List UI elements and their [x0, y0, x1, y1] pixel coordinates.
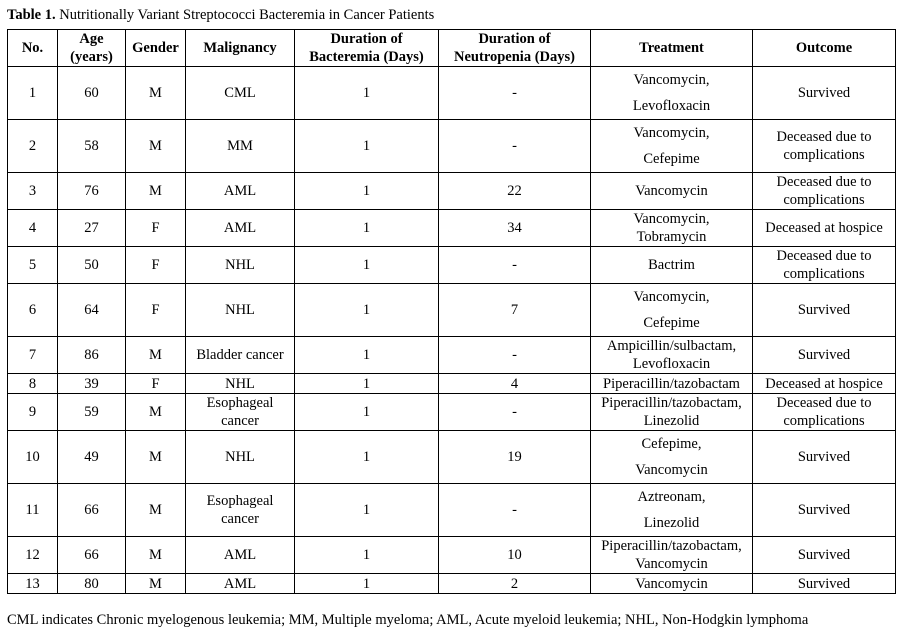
cell-malignancy [186, 374, 295, 394]
cell-outcome [753, 210, 896, 247]
cell-duration-neutropenia [439, 537, 591, 574]
cell-outcome [753, 484, 896, 537]
cell-malignancy [186, 173, 295, 210]
cell-duration-neutropenia-value: 34 [507, 220, 522, 236]
cell-gender [126, 120, 186, 173]
cell-no-value: 6 [28, 302, 37, 318]
cell-outcome [753, 284, 896, 337]
cell-treatment-line: Vancomycin, [633, 211, 710, 227]
cell-duration-neutropenia [439, 394, 591, 431]
cell-treatment-line: Linezolid [643, 413, 700, 429]
cell-gender [126, 173, 186, 210]
cell-outcome-line: Survived [797, 547, 851, 563]
header-duration-bacteremia: Duration of Bacteremia (Days) [295, 30, 439, 67]
cell-no [8, 173, 58, 210]
cell-outcome-line: Deceased due to [776, 129, 872, 145]
cell-treatment [591, 537, 753, 574]
cell-treatment-line: Levofloxacin [632, 356, 711, 372]
cell-outcome-line: complications [783, 147, 865, 163]
cell-treatment [591, 247, 753, 284]
cell-no [8, 484, 58, 537]
header-row [8, 30, 896, 67]
cell-treatment [591, 431, 753, 484]
cell-treatment-line: Linezolid [643, 515, 700, 531]
cell-no [8, 337, 58, 374]
cell-gender [126, 337, 186, 374]
cell-gender-value: M [149, 404, 162, 420]
cell-gender-value: M [149, 138, 162, 154]
cell-no-value: 5 [28, 257, 37, 273]
cell-duration-bacteremia-value: 1 [362, 375, 371, 392]
cell-malignancy [186, 210, 295, 247]
cell-duration-bacteremia [295, 67, 439, 120]
cell-duration-neutropenia-value: 4 [510, 375, 519, 392]
cell-treatment [591, 574, 753, 594]
cell-outcome-line: Survived [797, 502, 851, 518]
cell-duration-bacteremia [295, 173, 439, 210]
cell-age-value: 64 [84, 302, 99, 318]
cell-treatment-line: Piperacillin/tazobactam, [601, 395, 742, 411]
header-malignancy: Malignancy [186, 30, 295, 67]
cell-age-value: 27 [84, 220, 99, 236]
cell-outcome-line: complications [783, 413, 865, 429]
cell-malignancy-line: AML [223, 547, 257, 563]
cell-duration-neutropenia-value: 22 [507, 183, 522, 199]
cell-duration-bacteremia-value: 1 [362, 575, 371, 592]
bacteremia-table [7, 29, 896, 594]
cell-outcome [753, 574, 896, 594]
cell-gender [126, 67, 186, 120]
cell-age [58, 574, 126, 594]
cell-outcome-line: complications [783, 192, 865, 208]
table-row [8, 394, 896, 431]
cell-outcome [753, 120, 896, 173]
cell-age [58, 120, 126, 173]
cell-no-value: 12 [25, 547, 40, 563]
cell-gender [126, 374, 186, 394]
cell-gender [126, 394, 186, 431]
cell-treatment [591, 210, 753, 247]
cell-malignancy [186, 394, 295, 431]
cell-duration-neutropenia [439, 210, 591, 247]
cell-gender [126, 210, 186, 247]
cell-no [8, 67, 58, 120]
cell-treatment-line: Vancomycin, [633, 72, 710, 88]
cell-no-value: 1 [28, 85, 37, 101]
cell-treatment [591, 374, 753, 394]
cell-no-value: 4 [28, 220, 37, 236]
cell-treatment-line: Bactrim [648, 257, 695, 273]
cell-gender [126, 431, 186, 484]
cell-age-value: 50 [84, 257, 99, 273]
cell-age [58, 337, 126, 374]
cell-duration-bacteremia [295, 210, 439, 247]
cell-duration-neutropenia [439, 574, 591, 594]
cell-gender-value: F [151, 302, 160, 318]
table-row [8, 210, 896, 247]
cell-gender [126, 574, 186, 594]
cell-outcome-line: Deceased due to [776, 248, 872, 264]
cell-age [58, 210, 126, 247]
cell-treatment [591, 67, 753, 120]
header-outcome: Outcome [753, 30, 896, 67]
cell-age [58, 67, 126, 120]
cell-age-value: 86 [84, 347, 99, 363]
cell-treatment [591, 173, 753, 210]
cell-duration-bacteremia [295, 574, 439, 594]
cell-malignancy-line: Esophageal [206, 395, 274, 411]
cell-duration-bacteremia [295, 284, 439, 337]
table-row [8, 337, 896, 374]
cell-duration-neutropenia-value: 10 [507, 547, 522, 563]
cell-age [58, 284, 126, 337]
cell-age [58, 431, 126, 484]
cell-malignancy [186, 537, 295, 574]
cell-no [8, 120, 58, 173]
table-row [8, 120, 896, 173]
cell-malignancy-line: NHL [225, 302, 255, 318]
cell-duration-bacteremia [295, 337, 439, 374]
cell-no [8, 210, 58, 247]
cell-outcome [753, 537, 896, 574]
cell-gender-value: M [149, 85, 162, 101]
cell-duration-neutropenia [439, 431, 591, 484]
cell-age-value: 66 [84, 502, 99, 518]
cell-duration-bacteremia-value: 1 [362, 257, 371, 273]
table-row [8, 173, 896, 210]
cell-treatment [591, 394, 753, 431]
cell-duration-bacteremia [295, 247, 439, 284]
cell-no [8, 284, 58, 337]
cell-duration-neutropenia [439, 484, 591, 537]
cell-malignancy [186, 431, 295, 484]
table-row [8, 67, 896, 120]
cell-duration-neutropenia [439, 173, 591, 210]
cell-outcome-line: Deceased due to [776, 174, 872, 190]
cell-malignancy-line: NHL [225, 257, 255, 273]
cell-duration-neutropenia-value: - [512, 502, 517, 518]
cell-age-value: 59 [84, 404, 99, 420]
cell-no [8, 394, 58, 431]
cell-gender-value: M [149, 575, 162, 592]
cell-age-value: 76 [84, 183, 99, 199]
cell-outcome-line: Survived [797, 347, 851, 363]
cell-age [58, 374, 126, 394]
cell-treatment-line: Levofloxacin [632, 98, 711, 114]
cell-duration-bacteremia-value: 1 [362, 302, 371, 318]
cell-duration-neutropenia-value: 2 [510, 575, 519, 592]
cell-treatment [591, 484, 753, 537]
cell-malignancy [186, 247, 295, 284]
cell-no [8, 431, 58, 484]
cell-treatment-line: Aztreonam, [637, 489, 706, 505]
cell-gender-value: M [149, 502, 162, 518]
cell-malignancy-line: NHL [225, 375, 255, 392]
cell-age-value: 49 [84, 449, 99, 465]
cell-outcome [753, 394, 896, 431]
cell-malignancy-line: CML [224, 85, 256, 101]
table-caption [7, 6, 434, 24]
cell-age-value: 39 [84, 375, 99, 392]
cell-malignancy-line: AML [223, 220, 257, 236]
header-duration-neutropenia: Duration of Neutropenia (Days) [439, 30, 591, 67]
table-row [8, 247, 896, 284]
cell-malignancy [186, 284, 295, 337]
cell-outcome-line: Deceased at hospice [765, 375, 883, 392]
cell-gender [126, 284, 186, 337]
cell-outcome [753, 173, 896, 210]
cell-duration-bacteremia [295, 484, 439, 537]
cell-malignancy [186, 337, 295, 374]
cell-outcome-line: Survived [797, 575, 851, 592]
cell-treatment-line: Vancomycin [635, 575, 708, 592]
cell-malignancy-line: cancer [221, 511, 259, 527]
cell-outcome [753, 247, 896, 284]
cell-treatment-line: Vancomycin [635, 183, 708, 199]
cell-no-value: 8 [28, 375, 37, 392]
table-row [8, 284, 896, 337]
header-gender: Gender [126, 30, 186, 67]
cell-outcome-line: Survived [797, 302, 851, 318]
cell-no [8, 537, 58, 574]
header-age: Age (years) [58, 30, 126, 67]
cell-age-value: 60 [84, 85, 99, 101]
cell-treatment-line: Vancomycin, [633, 289, 710, 305]
cell-duration-neutropenia [439, 247, 591, 284]
cell-duration-neutropenia-value: - [512, 138, 517, 154]
cell-treatment-line: Cefepime [643, 315, 700, 331]
cell-gender-value: M [149, 547, 162, 563]
cell-outcome-line: complications [783, 266, 865, 282]
cell-duration-neutropenia-value: 7 [510, 302, 519, 318]
cell-gender-value: M [149, 347, 162, 363]
cell-outcome-line: Deceased due to [776, 395, 872, 411]
cell-outcome [753, 67, 896, 120]
header-treatment: Treatment [591, 30, 753, 67]
table-row [8, 574, 896, 594]
cell-duration-bacteremia [295, 431, 439, 484]
cell-duration-neutropenia-value: - [512, 404, 517, 420]
cell-gender-value: M [149, 183, 162, 199]
cell-no-value: 13 [25, 575, 40, 592]
cell-treatment-line: Piperacillin/tazobactam [603, 375, 740, 392]
cell-duration-bacteremia-value: 1 [362, 183, 371, 199]
cell-outcome-line: Deceased at hospice [765, 220, 883, 236]
cell-duration-neutropenia [439, 67, 591, 120]
cell-malignancy-line: MM [227, 138, 253, 154]
cell-duration-neutropenia-value: 19 [507, 449, 522, 465]
cell-duration-bacteremia [295, 374, 439, 394]
cell-duration-bacteremia-value: 1 [362, 449, 371, 465]
cell-no-value: 10 [25, 449, 40, 465]
cell-treatment-line: Tobramycin [636, 229, 707, 245]
header-no: No. [8, 30, 58, 67]
cell-treatment [591, 120, 753, 173]
cell-no-value: 11 [25, 502, 40, 518]
cell-no-value: 7 [28, 347, 37, 363]
cell-gender-value: F [151, 257, 160, 273]
cell-duration-bacteremia-value: 1 [362, 404, 371, 420]
cell-duration-bacteremia-value: 1 [362, 502, 371, 518]
cell-malignancy [186, 120, 295, 173]
cell-duration-bacteremia [295, 394, 439, 431]
cell-malignancy [186, 574, 295, 594]
table-label: Table 1. [7, 7, 56, 23]
cell-gender [126, 537, 186, 574]
cell-age [58, 173, 126, 210]
cell-age [58, 247, 126, 284]
table-row [8, 484, 896, 537]
cell-age-value: 80 [84, 575, 99, 592]
cell-gender-value: F [151, 220, 160, 236]
cell-malignancy-line: AML [223, 575, 257, 592]
table-title: Nutritionally Variant Streptococci Bacteremia in Cancer Patients [59, 7, 435, 23]
table-row [8, 537, 896, 574]
cell-no [8, 247, 58, 284]
cell-treatment-line: Vancomycin [635, 556, 708, 572]
cell-malignancy-line: Bladder cancer [196, 347, 284, 363]
cell-duration-bacteremia-value: 1 [362, 220, 371, 236]
table-footnote: CML indicates Chronic myelogenous leukemia; MM, Multiple myeloma; AML, Acute myeloid leukemia; NHL, Non-Hodgkin lymphoma [7, 612, 809, 628]
cell-duration-neutropenia-value: - [512, 257, 517, 273]
cell-age-value: 66 [84, 547, 99, 563]
cell-age [58, 537, 126, 574]
cell-malignancy [186, 67, 295, 120]
cell-duration-neutropenia [439, 284, 591, 337]
cell-treatment-line: Cefepime, [641, 436, 702, 452]
cell-treatment-line: Vancomycin, [633, 125, 710, 141]
table-row [8, 431, 896, 484]
cell-duration-neutropenia [439, 120, 591, 173]
cell-malignancy [186, 484, 295, 537]
cell-malignancy-line: AML [223, 183, 257, 199]
cell-malignancy-line: cancer [221, 413, 259, 429]
cell-gender [126, 484, 186, 537]
cell-duration-bacteremia-value: 1 [362, 138, 371, 154]
cell-duration-bacteremia-value: 1 [362, 547, 371, 563]
cell-outcome [753, 337, 896, 374]
cell-gender-value: F [151, 375, 160, 392]
cell-treatment-line: Vancomycin [635, 462, 708, 478]
cell-outcome-line: Survived [797, 449, 851, 465]
cell-outcome [753, 431, 896, 484]
cell-duration-bacteremia-value: 1 [362, 347, 371, 363]
cell-duration-bacteremia-value: 1 [362, 85, 371, 101]
table-row [8, 374, 896, 394]
cell-duration-bacteremia [295, 537, 439, 574]
cell-treatment [591, 284, 753, 337]
cell-gender-value: M [149, 449, 162, 465]
cell-no-value: 9 [28, 404, 37, 420]
cell-outcome [753, 374, 896, 394]
cell-treatment-line: Ampicillin/sulbactam, [606, 338, 737, 354]
cell-duration-bacteremia [295, 120, 439, 173]
cell-duration-neutropenia-value: - [512, 85, 517, 101]
cell-duration-neutropenia [439, 374, 591, 394]
cell-age [58, 394, 126, 431]
cell-malignancy-line: NHL [225, 449, 255, 465]
cell-no [8, 574, 58, 594]
cell-no-value: 2 [28, 138, 37, 154]
cell-no-value: 3 [28, 183, 37, 199]
table-body [8, 67, 896, 594]
cell-gender [126, 247, 186, 284]
cell-no [8, 374, 58, 394]
cell-outcome-line: Survived [797, 85, 851, 101]
cell-age [58, 484, 126, 537]
cell-treatment-line: Cefepime [643, 151, 700, 167]
cell-duration-neutropenia [439, 337, 591, 374]
cell-age-value: 58 [84, 138, 99, 154]
cell-malignancy-line: Esophageal [206, 493, 274, 509]
cell-treatment [591, 337, 753, 374]
cell-duration-neutropenia-value: - [512, 347, 517, 363]
cell-treatment-line: Piperacillin/tazobactam, [601, 538, 742, 554]
